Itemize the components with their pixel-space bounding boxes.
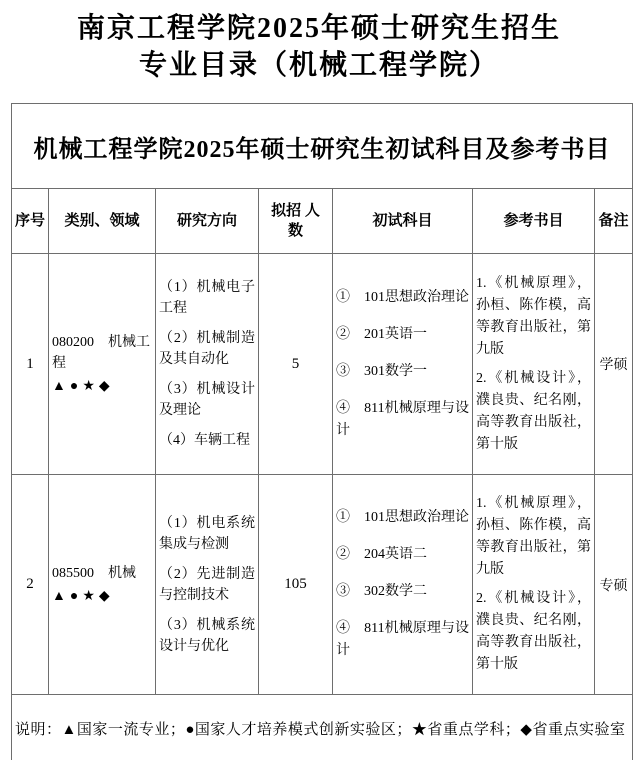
cell-line: 2.《机械设计》，濮良贵、纪名刚，高等教育出版社，第十版 [476, 370, 591, 452]
table-row [12, 254, 633, 475]
cell-line: 2.《机械设计》，濮良贵、纪名刚，高等教育出版社，第十版 [476, 591, 591, 672]
cell-line: 1.《机械原理》，孙桓、陈作模，高等教育出版社，第九版 [476, 496, 591, 577]
cell-line: （2）机械制造及其自动化 [159, 331, 255, 367]
category-cell [49, 254, 156, 475]
cell-line: ② 201英语一 [336, 326, 427, 342]
table-header-row [12, 189, 633, 254]
document-title [0, 0, 638, 84]
category-symbols: ▲●★◆ [52, 588, 114, 604]
document-title-line2: 专业目录（机械工程学院） [138, 50, 499, 81]
category-symbols: ▲●★◆ [52, 378, 114, 394]
cell-line: （1）机电系统集成与检测 [159, 515, 255, 552]
quota-cell: 105 [259, 475, 333, 695]
col-header-remark: 备注 [595, 189, 633, 254]
remark-cell: 专硕 [595, 475, 633, 695]
exam-subjects-cell [333, 254, 473, 475]
table-title-row [12, 104, 633, 189]
cell-line: 1.《机械原理》，孙桓、陈作模，高等教育出版社，第九版 [476, 275, 591, 357]
reference-books-cell [473, 254, 595, 475]
research-directions-cell [156, 475, 259, 695]
table-title: 机械工程学院2025年硕士研究生初试科目及参考书目 [12, 104, 633, 189]
col-header-subjects: 初试科目 [333, 189, 473, 254]
cell-line: （2）先进制造与控制技术 [159, 566, 255, 603]
admissions-table [11, 103, 633, 760]
category-cell [49, 475, 156, 695]
col-header-quota: 拟招 人数 [259, 189, 333, 254]
remark-cell: 学硕 [595, 254, 633, 475]
cell-line: ④ 811机械原理与设计 [336, 621, 469, 658]
document-title-line1: 南京工程学院2025年硕士研究生招生 [76, 13, 561, 44]
cell-line: （1）机械电子工程 [159, 280, 255, 316]
cell-line: ③ 302数学二 [336, 584, 427, 599]
reference-books-cell [473, 475, 595, 695]
col-header-no: 序号 [12, 189, 49, 254]
col-header-directions: 研究方向 [156, 189, 259, 254]
cell-line: ② 204英语二 [336, 547, 427, 562]
cell-line: （3）机械设计及理论 [159, 382, 255, 418]
exam-subjects-cell [333, 475, 473, 695]
research-directions-cell [156, 254, 259, 475]
category-code: 085500 机械 [52, 565, 136, 581]
cell-line: ③ 301数学一 [336, 363, 427, 379]
col-header-references: 参考书目 [473, 189, 595, 254]
quota-cell: 5 [259, 254, 333, 475]
col-header-category: 类别、领域 [49, 189, 156, 254]
table-footnote: 说明：▲国家一流专业；●国家人才培养模式创新实验区；★省重点学科；◆省重点实验室 [12, 695, 633, 760]
row-number: 2 [12, 475, 49, 695]
row-number: 1 [12, 254, 49, 475]
cell-line: ① 101思想政治理论 [336, 289, 469, 305]
table-footnote-row [12, 695, 633, 760]
cell-line: ④ 811机械原理与设计 [336, 400, 469, 438]
table-row [12, 475, 633, 695]
cell-line: （4）车辆工程 [159, 433, 250, 448]
category-code: 080200 机械工程 [52, 334, 150, 371]
cell-line: （3）机械系统设计与优化 [159, 617, 255, 654]
cell-line: ① 101思想政治理论 [336, 510, 469, 525]
